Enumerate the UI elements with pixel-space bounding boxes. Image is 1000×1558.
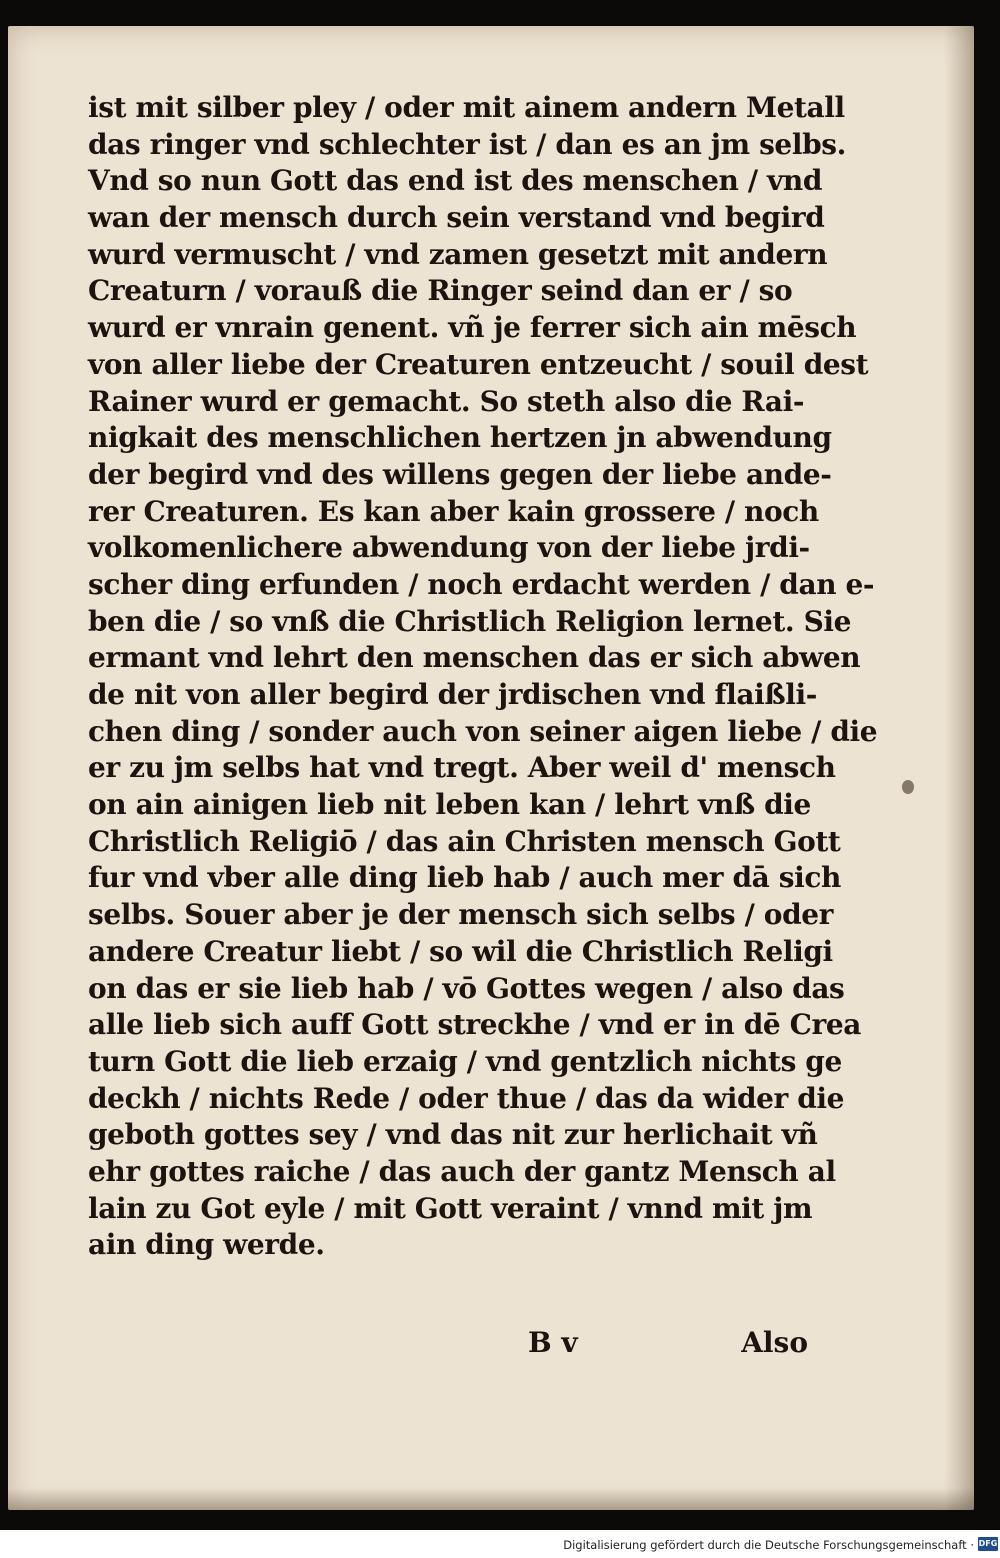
text-line: on das er sie lieb hab / vō Gottes wegen / also das <box>88 971 845 1005</box>
text-line: von aller liebe der Creaturen entzeucht / souil dest <box>88 347 869 381</box>
text-line: das ringer vnd schlechter ist / dan es an jm selbs. <box>88 127 846 161</box>
text-line: rer Creaturen. Es kan aber kain grossere / noch <box>88 494 819 528</box>
dfg-logo-icon: DFG <box>978 1537 998 1551</box>
funding-credit: Digitalisierung gefördert durch die Deutsche Forschungsgemeinschaft · <box>563 1538 974 1552</box>
text-line: wurd er vnrain genent. vñ je ferrer sich ain mēsch <box>88 311 857 345</box>
catchword: Also <box>741 1326 808 1359</box>
text-line: deckh / nichts Rede / oder thue / das da wider die <box>88 1081 845 1115</box>
text-line: geboth gottes sey / vnd das nit zur herlichait vñ <box>88 1118 818 1152</box>
text-line: fur vnd vber alle ding lieb hab / auch mer dā sich <box>88 861 841 895</box>
text-line: Rainer wurd er gemacht. So steth also die Rai- <box>88 384 805 418</box>
text-line: ain ding werde. <box>88 1228 325 1262</box>
text-line: andere Creatur liebt / so wil die Christlich Religi <box>88 934 833 968</box>
text-line: wan der mensch durch sein verstand vnd begird <box>88 201 825 235</box>
book-page <box>8 26 974 1510</box>
text-line: scher ding erfunden / noch erdacht werden / dan e- <box>88 567 875 601</box>
page-bottom-shadow <box>8 1488 974 1510</box>
text-line: turn Gott die lieb erzaig / vnd gentzlich nichts ge <box>88 1044 842 1078</box>
page-edge-shadow <box>944 26 974 1510</box>
text-line: der begird vnd des willens gegen der liebe ande- <box>88 457 832 491</box>
text-line: er zu jm selbs hat vnd tregt. Aber weil d' mensch <box>88 751 836 785</box>
paper-stain <box>902 780 914 794</box>
text-line: ermant vnd lehrt den menschen das er sich abwen <box>88 641 861 675</box>
footer-bar <box>0 1530 1000 1558</box>
text-line: on ain ainigen lieb nit leben kan / lehrt vnß die <box>88 788 811 822</box>
text-line: wurd vermuscht / vnd zamen gesetzt mit andern <box>88 237 828 271</box>
text-line: volkomenlichere abwendung von der liebe jrdi- <box>88 531 810 565</box>
text-line: selbs. Souer aber je der mensch sich selbs / oder <box>88 898 834 932</box>
text-line: Christlich Religiō / das ain Christen mensch Gott <box>88 824 841 858</box>
text-line: ehr gottes raiche / das auch der gantz Mensch al <box>88 1154 836 1188</box>
text-line: ist mit silber pley / oder mit ainem andern Metall <box>88 91 845 124</box>
text-line: lain zu Got eyle / mit Gott veraint / vnnd mit jm <box>88 1191 813 1225</box>
text-line: nigkait des menschlichen hertzen jn abwendung <box>88 421 832 455</box>
text-line: chen ding / sonder auch von seiner aigen liebe / die <box>88 714 878 748</box>
text-line: de nit von aller begird der jrdischen vnd flaißli- <box>88 678 817 711</box>
text-line: Creaturn / vorauß die Ringer seind dan er / so <box>88 274 793 308</box>
signature-catchword-line <box>528 1326 808 1366</box>
gathering-signature: B v <box>528 1326 578 1359</box>
text-line: ben die / so vnß die Christlich Religion lernet. Sie <box>88 604 852 638</box>
text-line: alle lieb sich auff Gott streckhe / vnd er in dē Crea <box>88 1008 862 1042</box>
text-line: Vnd so nun Gott das end ist des menschen / vnd <box>88 164 823 198</box>
page-body-text <box>88 90 878 1264</box>
